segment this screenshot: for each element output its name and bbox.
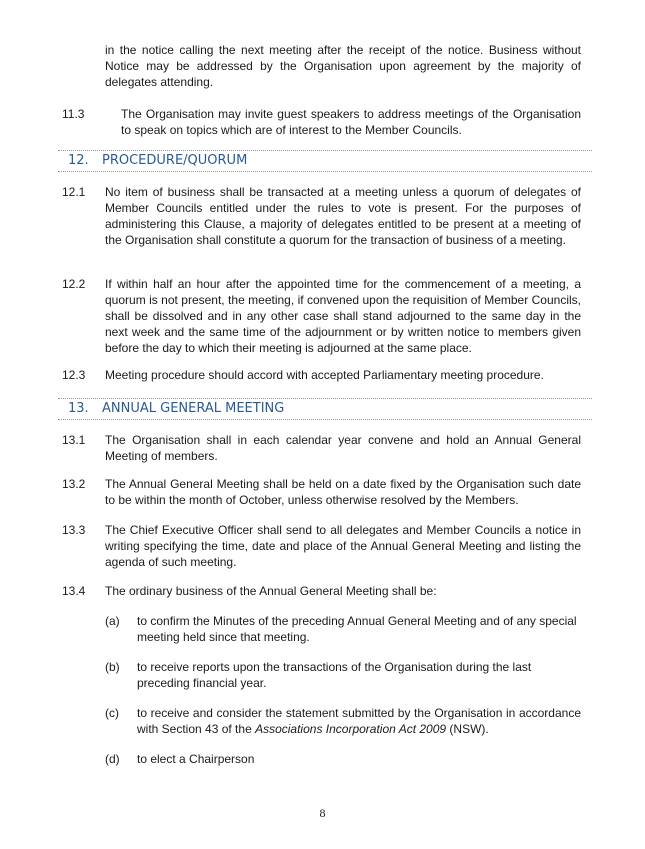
- clause-12-1-text: No item of business shall be transacted at a meeting unless a quorum of delegates of Member Councils entitled under the rules to vote is present. For the purposes of administering this Clause, a majority of delegates entitled to be present at a meeting of the Organisation shall constitute a quorum for the transaction of business of a meeting.: [105, 185, 581, 247]
- clause-11-3-number: 11.3: [62, 107, 85, 121]
- item-c-act-title: Associations Incorporation Act 2009: [255, 722, 447, 736]
- clause-13-3-number: 13.3: [62, 523, 86, 537]
- clause-12-3-text: Meeting procedure should accord with accepted Parliamentary meeting procedure.: [105, 368, 544, 382]
- clause-13-1-text: The Organisation shall in each calendar year convene and hold an Annual General Meeting of members.: [105, 433, 581, 463]
- clause-11-3-text: The Organisation may invite guest speakers to address meetings of the Organisation to speak on topics which are of interest to the Member Councils.: [121, 107, 581, 137]
- item-d-label: (d): [105, 752, 120, 766]
- page-number: 8: [319, 806, 326, 820]
- item-b-text: to receive reports upon the transactions of the Organisation during the last preceding financial year.: [137, 660, 532, 690]
- clause-13-2-text: The Annual General Meeting shall be held on a date fixed by the Organisation such date to be within the month of October, unless otherwise resolved by the Members.: [105, 477, 581, 507]
- clause-13-1-number: 13.1: [62, 433, 86, 447]
- item-c-text-before: to receive and consider the statement submitted by the Organisation in accordance with Section 43 of the: [137, 706, 581, 736]
- section-12-number: 12.: [68, 153, 89, 168]
- item-d-text: to elect a Chairperson: [137, 752, 255, 766]
- item-c-label: (c): [105, 706, 119, 720]
- section-12-heading: [58, 150, 592, 172]
- section-13-title: ANNUAL GENERAL MEETING: [102, 401, 285, 416]
- section-13-number: 13.: [68, 401, 89, 416]
- clause-13-4-text: The ordinary business of the Annual General Meeting shall be:: [105, 584, 437, 598]
- clause-12-2-text: If within half an hour after the appointed time for the commencement of a meeting, a quorum is not present, the meeting, if convened upon the requisition of Member Councils, shall be dissolved and in any other case shall stand adjourned to the same day in the next week and the same time of the adjournment or by written notice to members given before the day to which their meeting is adjourned at the same place.: [105, 277, 581, 355]
- section-13-heading: [58, 398, 592, 420]
- intro-paragraph: in the notice calling the next meeting after the receipt of the notice. Business without Notice may be addressed by the Organisation upon agreement by the majority of delegates attending.: [105, 43, 581, 89]
- clause-12-3-number: 12.3: [62, 368, 86, 382]
- clause-12-2-number: 12.2: [62, 277, 86, 291]
- item-a-label: (a): [105, 614, 120, 628]
- clause-13-2-number: 13.2: [62, 477, 86, 491]
- item-a-text: to confirm the Minutes of the preceding Annual General Meeting and of any special meeting held since that meeting.: [137, 614, 577, 644]
- item-b-label: (b): [105, 660, 120, 674]
- section-12-title: PROCEDURE/QUORUM: [102, 153, 248, 168]
- clause-13-3-text: The Chief Executive Officer shall send to all delegates and Member Councils a notice in writing specifying the time, date and place of the Annual General Meeting and listing the agenda of such meeting.: [105, 523, 581, 569]
- item-c-text-after: (NSW).: [446, 722, 489, 736]
- item-c-text: [137, 705, 581, 737]
- clause-13-4-number: 13.4: [62, 584, 86, 598]
- clause-12-1-number: 12.1: [62, 185, 86, 199]
